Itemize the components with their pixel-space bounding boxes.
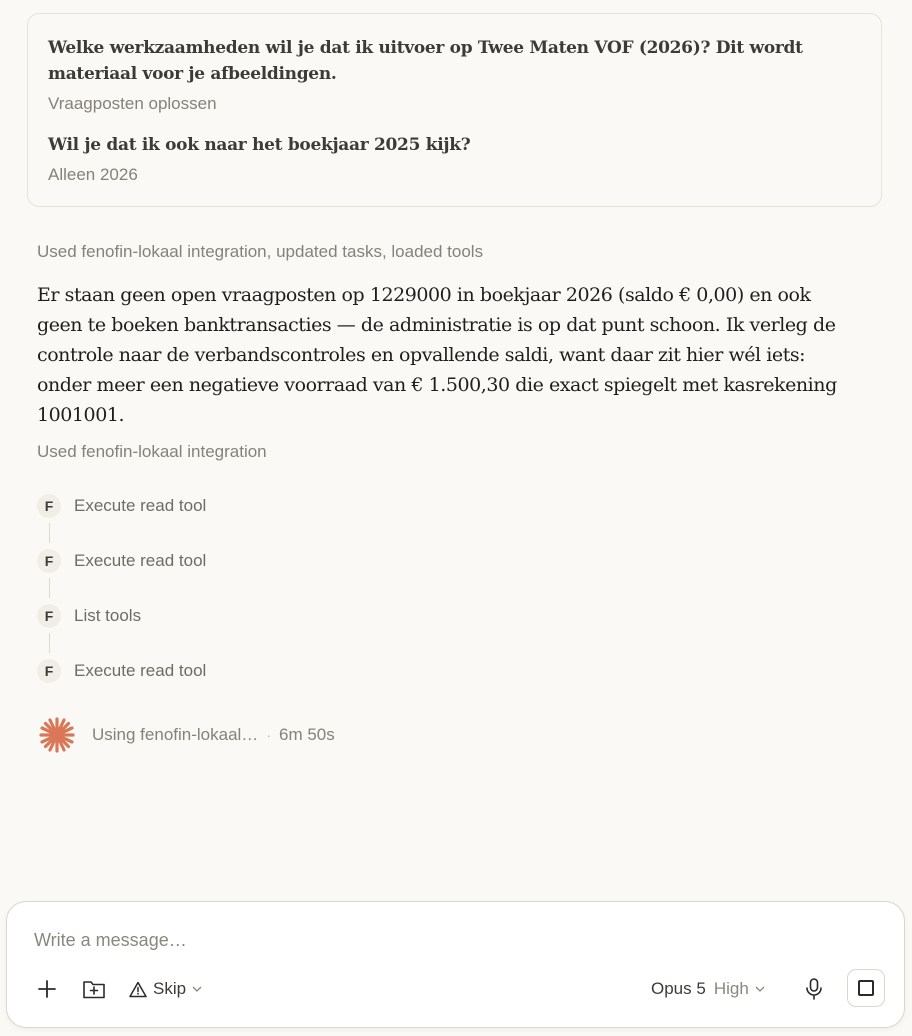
skip-label: Skip [153,979,187,998]
effort-level: High [713,979,749,998]
message-composer [6,901,905,1028]
question-2: Wil je dat ik ook naar het boekjaar 2025 kijk? [48,135,471,155]
warning-icon [129,981,147,998]
tool-step[interactable] [37,603,141,629]
fenofin-badge-icon: F [37,549,61,573]
tool-step[interactable] [37,658,206,684]
model-selector[interactable] [651,976,765,1002]
tool-step-label: Execute read tool [74,496,207,515]
stop-icon [858,980,874,996]
add-button[interactable] [37,976,57,1002]
tool-usage-summary[interactable]: Used fenofin-lokaal integration, updated tasks, loaded tools [37,242,484,261]
tool-step-label: List tools [74,606,142,625]
chevron-down-icon [192,986,202,992]
elapsed-time: 6m 50s [278,725,335,744]
chevron-down-icon [755,986,765,992]
step-connector [49,578,50,598]
message-input[interactable]: Write a message… [34,930,187,950]
fenofin-badge-icon: F [37,604,61,628]
add-folder-button[interactable] [82,976,106,1002]
question-1: Welke werkzaamheden wil je dat ik uitvoer op Twee Maten VOF (2026)? Dit wordt materiaal voor je afbeeldingen. [48,38,803,84]
fenofin-badge-icon: F [37,659,61,683]
stop-button[interactable] [847,969,885,1007]
answered-questions-card [27,13,882,207]
tool-step[interactable] [37,493,206,519]
tool-step-label: Execute read tool [74,661,207,680]
assistant-message: Er staan geen open vraagposten op 1229000 in boekjaar 2026 (saldo € 0,00) en ook geen te boeken banktransacties — de administratie is op dat punt schoon. Ik verleg de controle naar de verbandscontroles en opvallende saldi, want daar zit hier wél iets: onder meer een negatieve voorraad van € 1.500,30 die exact spiegelt met kasrekening 1001001. [37,284,837,426]
step-connector [49,523,50,543]
microphone-icon [805,977,823,1001]
working-indicator [37,715,335,755]
voice-input-button[interactable] [805,976,823,1002]
working-label: Using fenofin-lokaal… [92,725,259,744]
step-connector [49,633,50,653]
fenofin-badge-icon: F [37,494,61,518]
model-name: Opus 5 [651,979,706,998]
answer-1: Vraagposten oplossen [48,94,217,113]
tool-step[interactable] [37,548,206,574]
integration-usage-summary[interactable]: Used fenofin-lokaal integration [37,442,267,461]
tool-step-label: Execute read tool [74,551,207,570]
answer-2: Alleen 2026 [48,165,138,184]
skip-permissions-dropdown[interactable] [129,976,202,1002]
spark-icon [37,715,77,755]
separator: · [266,727,271,743]
folder-plus-icon [82,978,106,1000]
plus-icon [37,979,57,999]
